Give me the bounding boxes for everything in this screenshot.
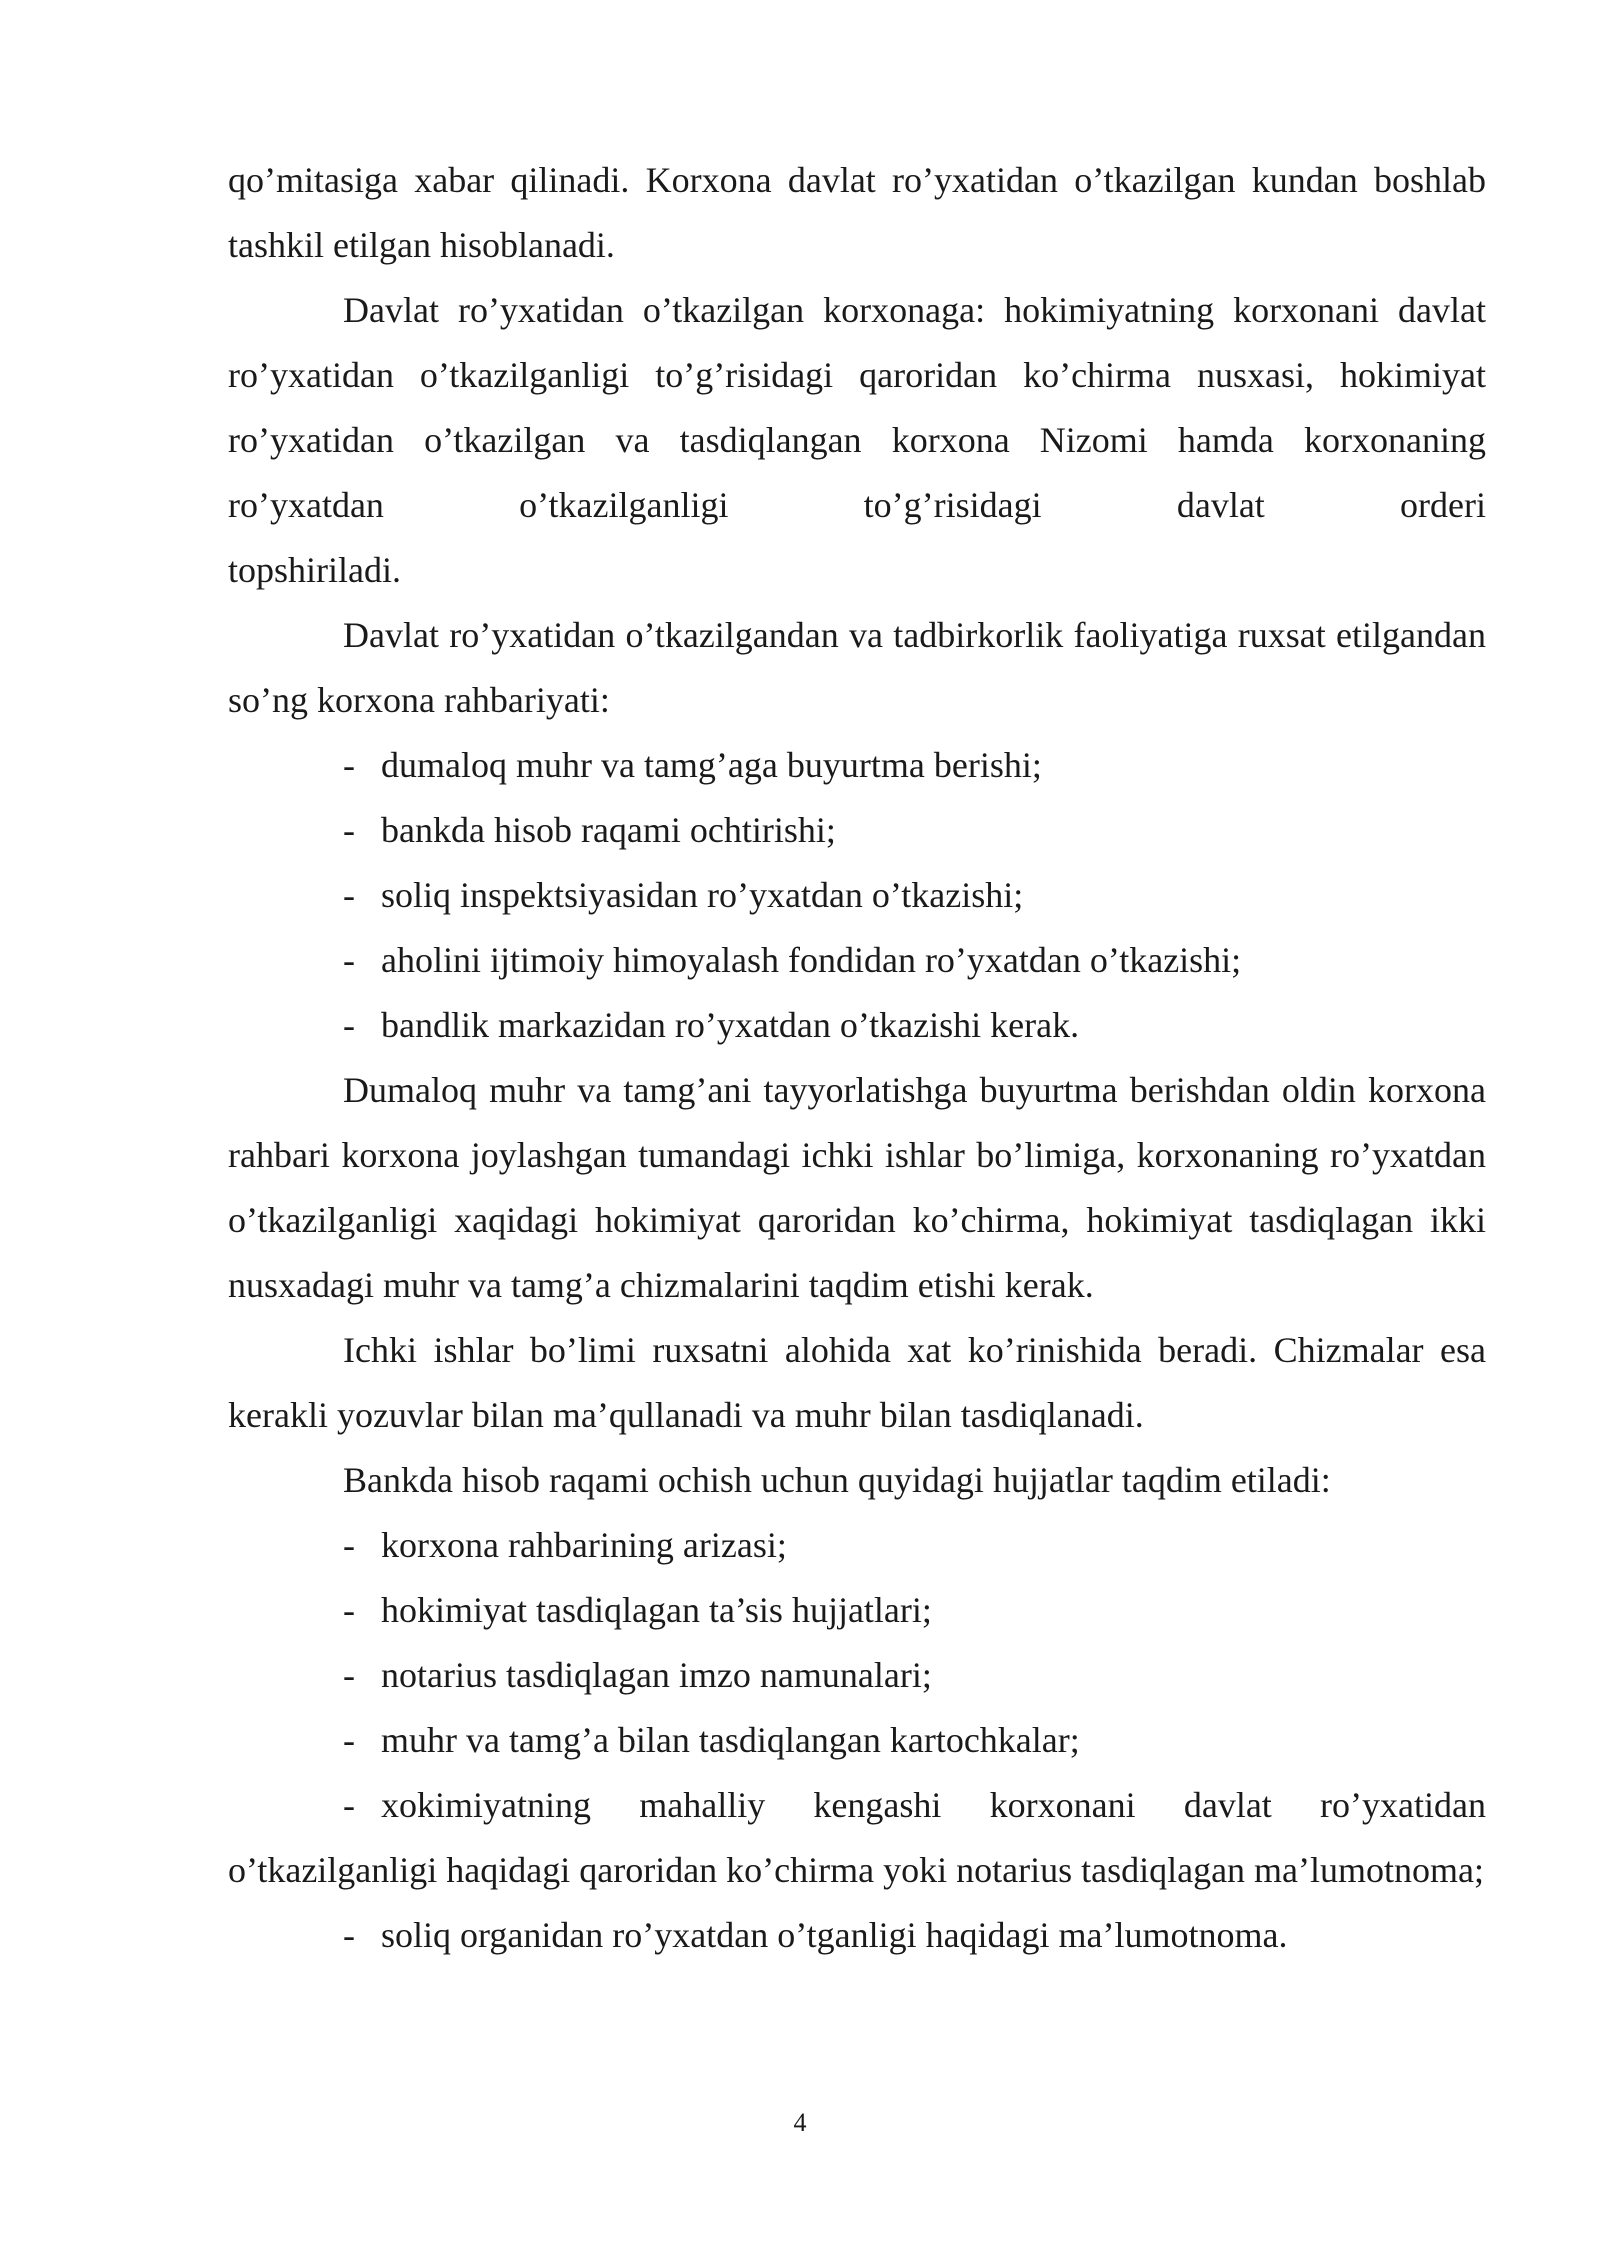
list-dash: - bbox=[343, 1785, 355, 1825]
list-item bbox=[228, 1643, 1486, 1708]
list-item bbox=[228, 863, 1486, 928]
list-dash: - bbox=[343, 1720, 355, 1760]
list-item bbox=[228, 928, 1486, 993]
list-dash: - bbox=[343, 1005, 355, 1045]
list-item-text: bankda hisob raqami ochtirishi; bbox=[381, 810, 836, 850]
list-item-text: korxona rahbarining arizasi; bbox=[381, 1525, 787, 1565]
paragraph-police-permission: Ichki ishlar bo’limi ruxsatni alohida xat ko’rinishida beradi. Chizmalar esa kerakli yozuvlar bilan ma’qullanadi va muhr bilan tasdiqlanadi. bbox=[228, 1330, 1486, 1435]
list-item-text: soliq inspektsiyasidan ro’yxatdan o’tkazishi; bbox=[381, 875, 1024, 915]
list-item-text: muhr va tamg’a bilan tasdiqlangan kartochkalar; bbox=[381, 1720, 1080, 1760]
list-dash: - bbox=[343, 745, 355, 785]
list-dash: - bbox=[343, 1655, 355, 1695]
paragraph-management-duties-intro: Davlat ro’yxatidan o’tkazilgandan va tadbirkorlik faoliyatiga ruxsat etilgandan so’ng korxona rahbariyati: bbox=[228, 615, 1486, 720]
list-dash: - bbox=[343, 1590, 355, 1630]
list-dash: - bbox=[343, 875, 355, 915]
bank-documents-list bbox=[228, 1513, 1486, 1968]
list-item-text: aholini ijtimoiy himoyalash fondidan ro’yxatdan o’tkazishi; bbox=[381, 940, 1242, 980]
list-item bbox=[228, 1513, 1486, 1578]
document-body bbox=[228, 148, 1486, 1968]
list-item-text: xokimiyatning mahalliy kengashi korxonani davlat ro’yxatidan o’tkazilganligi haqidagi qaroridan ko’chirma yoki notarius tasdiqlagan ma’lumotnoma; bbox=[228, 1785, 1486, 1890]
list-item bbox=[228, 993, 1486, 1058]
management-duties-list bbox=[228, 733, 1486, 1058]
paragraph-seal-order: Dumaloq muhr va tamg’ani tayyorlatishga buyurtma berishdan oldin korxona rahbari korxona joylashgan tumandagi ichki ishlar bo’limiga, korxonaning ro’yxatdan o’tkazilganligi xaqidagi hokimiyat qaroridan ko’chirma, hokimiyat tasdiqlagan ikki nusxadagi muhr va tamg’a chizmalarini taqdim etishi kerak. bbox=[228, 1070, 1486, 1305]
list-item bbox=[228, 733, 1486, 798]
paragraph-registration-documents: Davlat ro’yxatidan o’tkazilgan korxonaga: hokimiyatning korxonani davlat ro’yxatidan o’tkazilganligi to’g’risidagi qaroridan ko’chirma nusxasi, hokimiyat ro’yxatidan o’tkazilgan va tasdiqlangan korxona Nizomi hamda korxonaning ro’yxatdan o’tkazilganligi to’g’risidagi davlat orderi bbox=[228, 290, 1486, 525]
list-item-text: dumaloq muhr va tamg’aga buyurtma berishi; bbox=[381, 745, 1042, 785]
list-item bbox=[228, 1708, 1486, 1773]
list-item-text: soliq organidan ro’yxatdan o’tganligi haqidagi ma’lumotnoma. bbox=[381, 1915, 1288, 1955]
paragraph-continuation: qo’mitasiga xabar qilinadi. Korxona davlat ro’yxatidan o’tkazilgan kundan boshlab tashkil etilgan hisoblanadi. bbox=[228, 160, 1486, 265]
list-item bbox=[228, 1773, 1486, 1903]
list-dash: - bbox=[343, 940, 355, 980]
list-dash: - bbox=[343, 1915, 355, 1955]
list-item-text: hokimiyat tasdiqlagan ta’sis hujjatlari; bbox=[381, 1590, 932, 1630]
list-item-text: bandlik markazidan ro’yxatdan o’tkazishi kerak. bbox=[381, 1005, 1080, 1045]
list-item bbox=[228, 798, 1486, 863]
list-dash: - bbox=[343, 1525, 355, 1565]
list-item-text: notarius tasdiqlagan imzo namunalari; bbox=[381, 1655, 932, 1695]
page-number: 4 bbox=[793, 2108, 807, 2137]
list-item bbox=[228, 1903, 1486, 1968]
paragraph-bank-account-intro: Bankda hisob raqami ochish uchun quyidagi hujjatlar taqdim etiladi: bbox=[343, 1460, 1331, 1500]
paragraph-registration-documents-end: topshiriladi. bbox=[228, 550, 401, 590]
list-dash: - bbox=[343, 810, 355, 850]
list-item bbox=[228, 1578, 1486, 1643]
